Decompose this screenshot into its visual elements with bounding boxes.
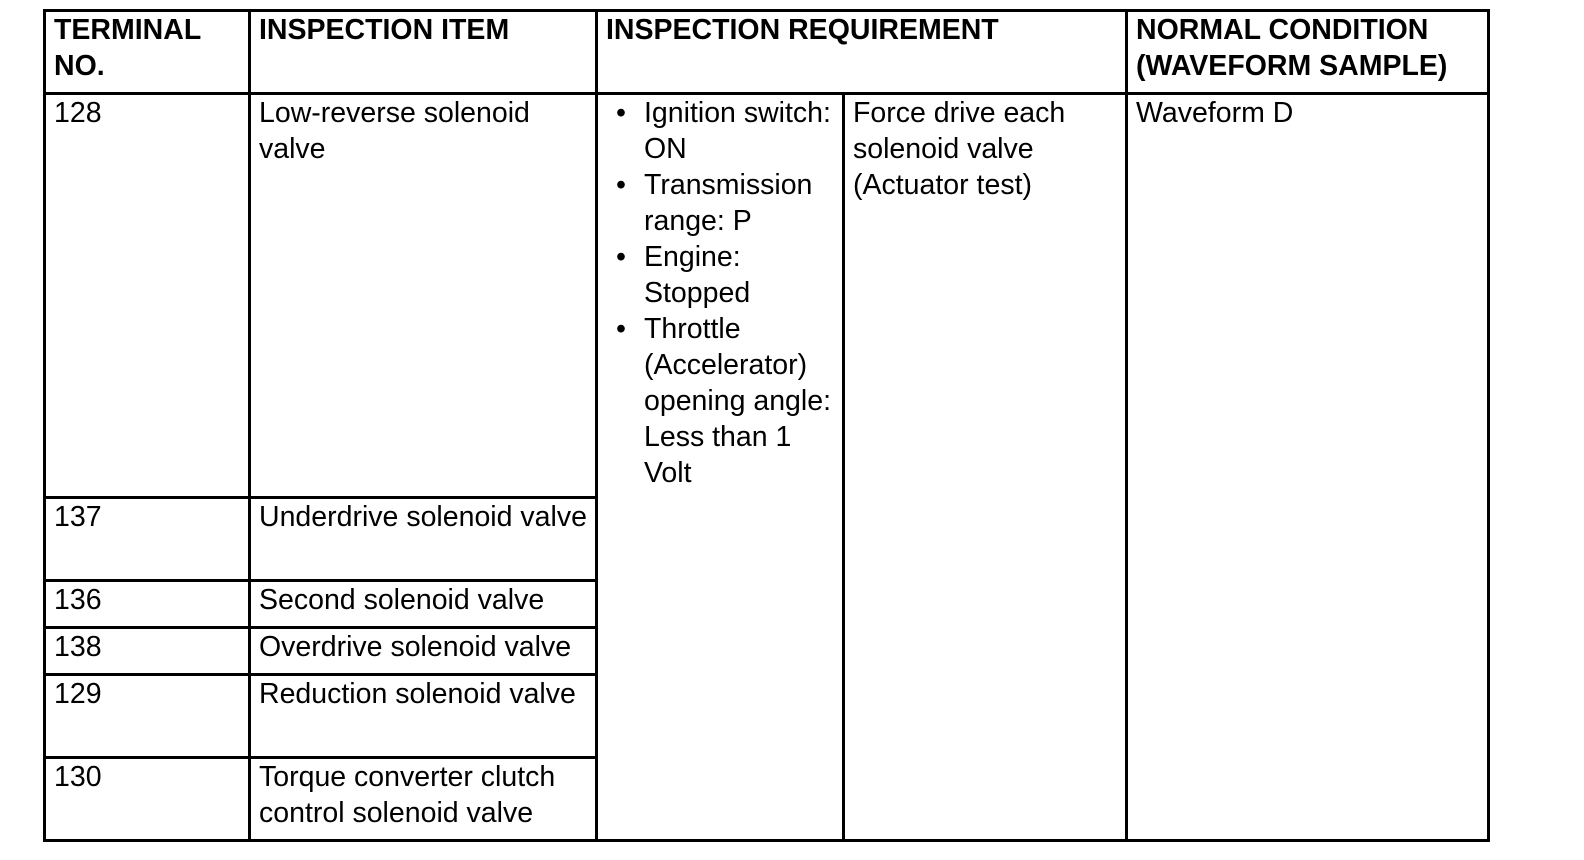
condition-text: Ignition switch: ON xyxy=(644,97,831,165)
list-item xyxy=(606,311,836,491)
condition-text: Engine: Stopped xyxy=(644,241,751,309)
terminal-cell: 138 xyxy=(45,628,250,675)
header-inspection-item: INSPECTION ITEM xyxy=(250,11,597,94)
requirement-conditions-cell xyxy=(597,94,844,841)
table-row xyxy=(45,94,1489,498)
bullet-icon: • xyxy=(616,241,626,273)
list-item xyxy=(606,95,836,167)
requirement-action-cell: Force drive each solenoid valve (Actuator test) xyxy=(844,94,1127,841)
inspection-item-cell: Second solenoid valve xyxy=(250,581,597,628)
inspection-item-cell: Overdrive solenoid valve xyxy=(250,628,597,675)
inspection-item-cell: Torque converter clutch control solenoid valve xyxy=(250,758,597,841)
header-inspection-requirement: INSPECTION REQUIREMENT xyxy=(597,11,1127,94)
terminal-cell: 129 xyxy=(45,675,250,758)
bullet-icon: • xyxy=(616,313,626,345)
terminal-cell: 128 xyxy=(45,94,250,498)
header-row xyxy=(45,11,1489,94)
list-item xyxy=(606,167,836,239)
inspection-item-cell: Low-reverse solenoid valve xyxy=(250,94,597,498)
bullet-icon: • xyxy=(616,169,626,201)
list-item xyxy=(606,239,836,311)
inspection-item-cell: Reduction solenoid valve xyxy=(250,675,597,758)
inspection-table xyxy=(43,9,1490,842)
condition-text: Transmission range: P xyxy=(644,169,813,237)
header-normal-condition: NORMAL CONDITION (WAVEFORM SAMPLE) xyxy=(1127,11,1489,94)
requirement-conditions-list xyxy=(606,95,836,491)
normal-condition-cell: Waveform D xyxy=(1127,94,1489,841)
terminal-cell: 137 xyxy=(45,498,250,581)
inspection-item-cell: Underdrive solenoid valve xyxy=(250,498,597,581)
header-terminal-no: TERMINAL NO. xyxy=(45,11,250,94)
bullet-icon: • xyxy=(616,97,626,129)
terminal-cell: 136 xyxy=(45,581,250,628)
condition-text: Throttle (Accelerator) opening angle: Less than 1 Volt xyxy=(644,313,832,489)
terminal-cell: 130 xyxy=(45,758,250,841)
